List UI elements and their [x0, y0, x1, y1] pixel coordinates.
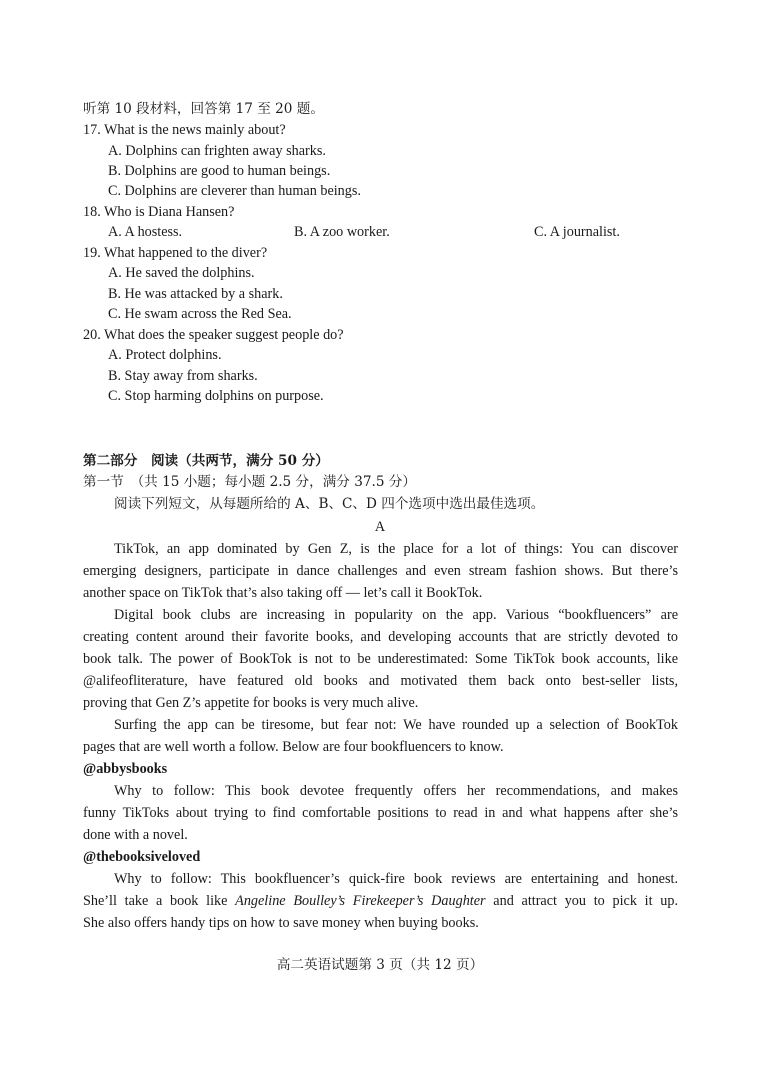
thebooksiveloved-line-2 [83, 891, 678, 911]
abbysbooks-line-2: funny TikToks about trying to find comfortable positions to read in and what happens after she’s [83, 805, 678, 821]
question-18-stem: 18. Who is Diana Hansen? [83, 204, 235, 220]
question-17-option-b: B. Dolphins are good to human beings. [108, 163, 331, 179]
reading-section-title: 第一节 （共 15 小题；每小题 2.5 分，满分 37.5 分） [83, 474, 416, 490]
reading-instruction: 阅读下列短文，从每题所给的 A、B、C、D 四个选项中选出最佳选项。 [114, 496, 545, 512]
p3-line-2: pages that are well worth a follow. Below are four bookfluencers to know. [83, 739, 504, 755]
question-17-option-c: C. Dolphins are cleverer than human beings. [108, 183, 361, 199]
question-18-option-b: B. A zoo worker. [294, 224, 390, 240]
handle-abbysbooks: @abbysbooks [83, 761, 168, 777]
book-title: Angeline Boulley’s Firekeeper’s Daughter [235, 893, 486, 909]
reading-part-title: 第二部分 阅读（共两节，满分 50 分） [83, 453, 329, 469]
question-19-option-c: C. He swam across the Red Sea. [108, 306, 292, 322]
thebooksiveloved-line-1: Why to follow: This bookfluencer’s quick-fire book reviews are entertaining and honest. [114, 871, 678, 887]
question-19-stem: 19. What happened to the diver? [83, 245, 268, 261]
p2-line-4: @alifeofliterature, have featured old books and motivated them back onto best-seller lists, [83, 673, 678, 689]
question-17-option-a: A. Dolphins can frighten away sharks. [108, 143, 326, 159]
question-19-option-b: B. He was attacked by a shark. [108, 286, 283, 302]
question-17-stem: 17. What is the news mainly about? [83, 122, 286, 138]
page-footer: 高二英语试题第 3 页（共 12 页） [276, 957, 484, 973]
question-18-option-c: C. A journalist. [534, 224, 620, 240]
handle-thebooksiveloved: @thebooksiveloved [83, 849, 201, 865]
p2-line-3: book talk. The power of BookTok is not to be underestimated: Some TikTok book accounts, like [83, 651, 678, 667]
question-20-option-a: A. Protect dolphins. [108, 347, 222, 363]
p2-line-5: proving that Gen Z’s appetite for books is very much alive. [83, 695, 419, 711]
line-2-start: She’ll take a book like [83, 893, 236, 909]
question-20-stem: 20. What does the speaker suggest people do? [83, 327, 344, 343]
question-18-option-a: A. A hostess. [108, 224, 183, 240]
thebooksiveloved-line-3: She also offers handy tips on how to save money when buying books. [83, 915, 479, 931]
question-20-option-b: B. Stay away from sharks. [108, 368, 258, 384]
listening-intro: 听第 10 段材料，回答第 17 至 20 题。 [83, 101, 324, 117]
p2-line-2: creating content around their favorite books, and developing accounts that are strictly devoted to [83, 629, 678, 645]
passage-label: A [374, 519, 386, 535]
p3-line-1: Surfing the app can be tiresome, but fear not: We have rounded up a selection of BookTok [114, 717, 678, 733]
p1-line-2: emerging designers, participate in dance challenges and even stream fashion shows. But there’s [83, 563, 678, 579]
abbysbooks-line-1: Why to follow: This book devotee frequently offers her recommendations, and makes [114, 783, 678, 799]
question-19-option-a: A. He saved the dolphins. [108, 265, 255, 281]
p2-line-1: Digital book clubs are increasing in popularity on the app. Various “bookfluencers” are [114, 607, 678, 623]
p1-line-1: TikTok, an app dominated by Gen Z, is the place for a lot of things: You can discover [114, 541, 678, 557]
question-20-option-c: C. Stop harming dolphins on purpose. [108, 388, 324, 404]
p1-line-3: another space on TikTok that’s also taking off — let’s call it BookTok. [83, 585, 483, 601]
line-2-end: and attract you to pick it up. [485, 893, 678, 909]
abbysbooks-line-3: done with a novel. [83, 827, 188, 843]
